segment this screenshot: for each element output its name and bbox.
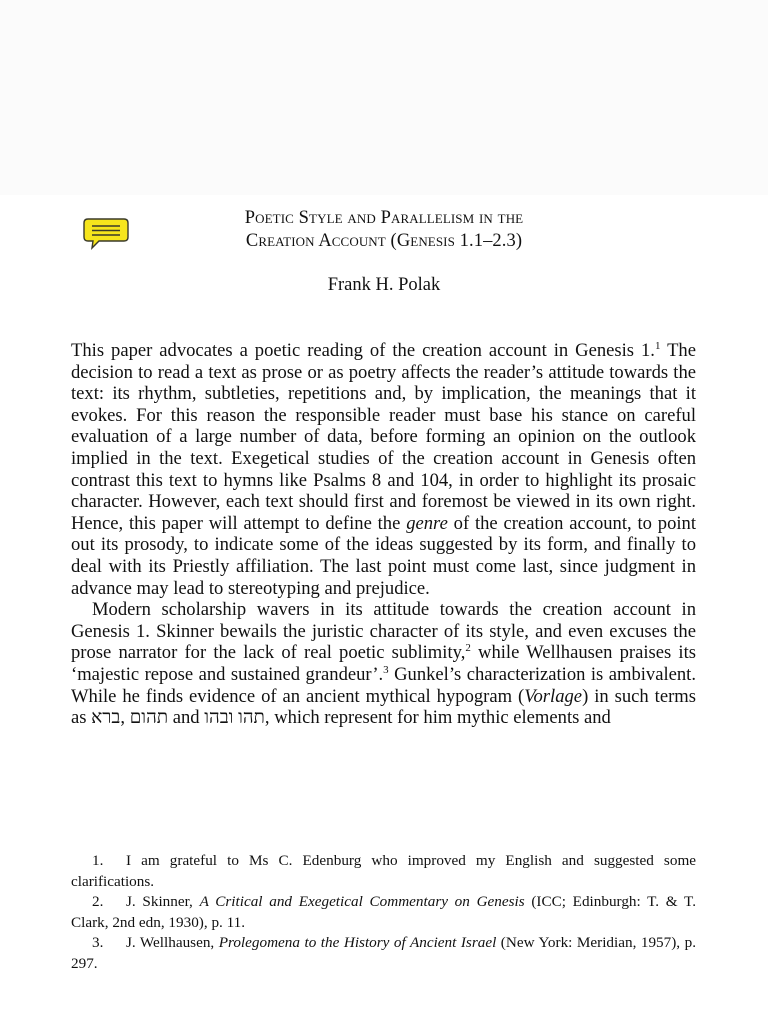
paragraph-2-text-e: , which represent for him mythic elements and bbox=[264, 707, 611, 729]
separator-comma: , bbox=[120, 707, 130, 729]
title-line-2: Creation Account (Genesis 1.1–2.3) bbox=[245, 231, 523, 251]
footnote-3-publication: (New York: Meridian, 1957), p. 297. bbox=[71, 934, 696, 972]
footnote-2-number: 2. bbox=[92, 893, 104, 911]
footnote-1 bbox=[71, 851, 696, 892]
footnote-ref-1[interactable]: 1 bbox=[654, 339, 661, 352]
paragraph-1-text-c: of the creation account, to point out its prosody, to indicate some of the ideas suggested by its form, and finally to deal with its Priestly affiliation. The last point must come last, since judgment in advance may lead to stereotyping and prejudice. bbox=[71, 512, 696, 599]
genre-term: genre bbox=[406, 512, 448, 534]
footnote-3-number: 3. bbox=[92, 934, 104, 952]
paragraph-1 bbox=[71, 340, 696, 599]
footnote-ref-3[interactable]: 3 bbox=[383, 663, 389, 676]
author-name: Frank H. Polak bbox=[327, 275, 441, 295]
footnote-3 bbox=[71, 933, 696, 974]
footnote-3-book-title: Prolegomena to the History of Ancient Israel bbox=[218, 934, 497, 952]
vorlage-term: Vorlage bbox=[524, 685, 583, 707]
footnote-1-number: 1. bbox=[92, 852, 104, 869]
footnotes bbox=[71, 851, 696, 975]
paragraph-1-text-b: The decision to read a text as prose or as poetry affects the reader’s attitude towards the text: its rhythm, subtleties, repetitions and, by implication, the meanings that it evokes. For this reason the responsible reader must base his stance on careful evaluation of a large number of data, before forming an opinion on the outlook implied in the text. Exegetical studies of the creation account in Genesis often contrast this text to hymns like Psalms 8 and 104, in order to highlight its prosaic character. However, each text should first and foremost be viewed in its own right. Hence, this paper will attempt to define the bbox=[71, 340, 696, 534]
comment-note-icon[interactable] bbox=[82, 216, 130, 250]
footnote-2 bbox=[71, 892, 696, 933]
paragraph-1-text-a: This paper advocates a poetic reading of the creation account in Genesis 1. bbox=[71, 340, 655, 361]
article-body bbox=[71, 340, 696, 729]
hebrew-term-bara: ברא bbox=[91, 707, 121, 729]
paragraph-2 bbox=[71, 599, 696, 729]
title-line-1: Poetic Style and Parallelism in the bbox=[244, 208, 524, 228]
paragraph-2-text-a: Modern scholarship wavers in its attitude towards the creation account in Genesis 1. Skinner bewails the juristic character of its style, and even excuses the prose narrator for the lack of real poetic sublimity, bbox=[71, 599, 696, 664]
footnote-2-book-title: A Critical and Exegetical Commentary on Genesis bbox=[199, 893, 525, 911]
footnote-1-text: I am grateful to Ms C. Edenburg who improved my English and suggested some clarifications. bbox=[71, 852, 696, 890]
paragraph-2-text-b: while Wellhausen praises its ‘majestic repose and sustained grandeur’. bbox=[71, 642, 696, 685]
article-title bbox=[150, 207, 618, 253]
hebrew-term-tohu-wabohu: תהו ובהו bbox=[204, 707, 265, 729]
footnote-3-author: J. Wellhausen, bbox=[126, 934, 219, 952]
hebrew-term-tehom: תהום bbox=[129, 707, 169, 729]
footnote-2-author: J. Skinner, bbox=[126, 893, 200, 911]
paragraph-2-text-d: ) in such terms as bbox=[71, 685, 696, 729]
page-margin-top bbox=[0, 0, 768, 195]
footnote-ref-2[interactable]: 2 bbox=[465, 642, 471, 655]
conjunction-and: and bbox=[168, 707, 205, 729]
footnote-2-publication: (ICC; Edinburgh: T. & T. Clark, 2nd edn, 1930), p. 11. bbox=[71, 893, 696, 931]
paragraph-2-text-c: Gunkel’s characterization is ambivalent. While he finds evidence of an ancient mythical hypogram ( bbox=[71, 663, 696, 707]
